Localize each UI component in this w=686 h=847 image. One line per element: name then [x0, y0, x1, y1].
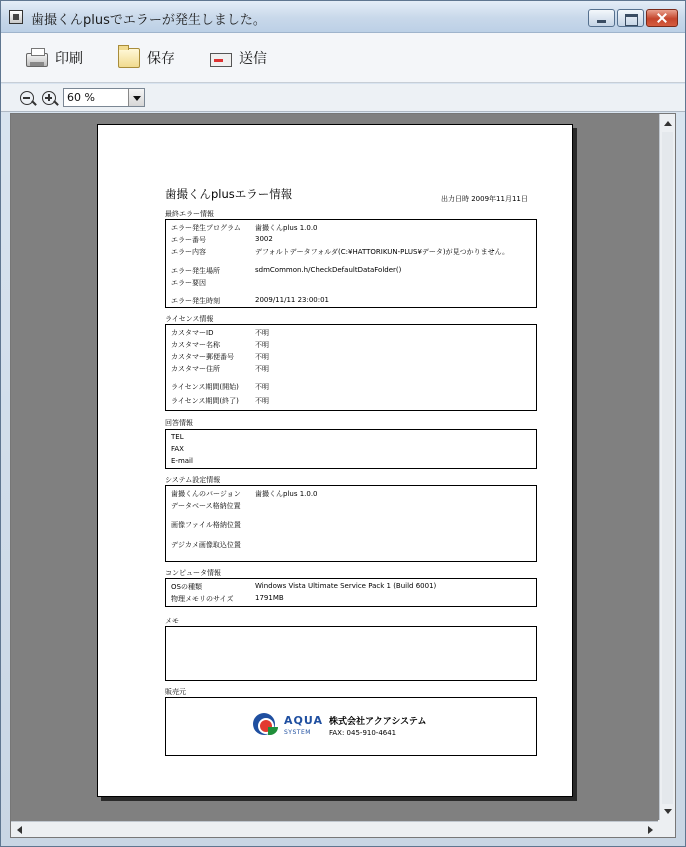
dropdown-arrow-icon[interactable]	[128, 89, 144, 106]
memo-box	[165, 626, 537, 681]
title-bar[interactable]	[1, 1, 685, 33]
table-row: ライセンス期間(開始) 不明	[171, 383, 269, 391]
table-row: カスタマー郵便番号 不明	[171, 353, 269, 361]
table-row: エラー発生プログラム 歯撮くんplus 1.0.0	[171, 224, 318, 232]
table-row: 歯撮くんのバージョン 歯撮くんplus 1.0.0	[171, 490, 318, 498]
aqua-logo-icon	[253, 713, 275, 735]
table-row: 物理メモリのサイズ 1791MB	[171, 594, 284, 603]
report-page	[97, 124, 573, 797]
table-row: カスタマー名称 不明	[171, 341, 269, 349]
table-row: ライセンス期間(終了) 不明	[171, 397, 269, 405]
section-label-vendor: 販売元	[165, 688, 186, 696]
vertical-scrollbar[interactable]	[659, 114, 675, 821]
table-row: OSの種類 Windows Vista Ultimate Service Pack 1 (Build 6001)	[171, 582, 437, 591]
license-box	[165, 324, 537, 411]
zoom-out-icon[interactable]	[20, 91, 34, 105]
folder-icon	[118, 48, 140, 68]
zoom-value: 60 %	[67, 91, 95, 104]
system-box	[165, 485, 537, 562]
send-button[interactable]	[210, 47, 267, 69]
app-icon	[9, 10, 23, 24]
logo-wordmark: AQUA	[284, 714, 323, 727]
zoom-bar	[1, 84, 685, 112]
report-date: 出力日時 2009年11月11日	[441, 195, 528, 203]
table-row: エラー内容 デフォルトデータフォルダ(C:¥HATTORIKUN-PLUS¥データ)が見つかりません。	[171, 248, 510, 256]
contact-box	[165, 429, 537, 469]
vendor-box	[165, 697, 537, 756]
minimize-button[interactable]	[588, 9, 615, 27]
table-row: 画像ファイル格納位置	[171, 521, 241, 529]
section-label-memo: メモ	[165, 617, 179, 625]
send-label: 送信	[239, 51, 267, 67]
scroll-up-icon[interactable]	[661, 116, 675, 130]
print-label: 印刷	[55, 51, 83, 67]
save-label: 保存	[147, 51, 175, 67]
zoom-in-icon[interactable]	[42, 91, 56, 105]
save-button[interactable]	[118, 47, 175, 69]
table-row: エラー発生場所 sdmCommon.h/CheckDefaultDataFolder()	[171, 266, 402, 275]
mail-icon	[210, 53, 232, 67]
close-button[interactable]	[646, 9, 678, 27]
printer-icon	[26, 53, 48, 67]
table-row: エラー要因	[171, 279, 206, 287]
table-row: エラー番号 3002	[171, 235, 273, 244]
table-row: デジカメ画像取込位置	[171, 541, 241, 549]
error-box	[165, 219, 537, 308]
scroll-left-icon[interactable]	[13, 823, 27, 837]
maximize-button[interactable]	[617, 9, 644, 27]
section-label-computer: コンピュータ情報	[165, 569, 221, 577]
table-row: データベース格納位置	[171, 502, 241, 510]
table-row: E-mail	[171, 457, 193, 465]
scroll-right-icon[interactable]	[643, 823, 657, 837]
scroll-down-icon[interactable]	[661, 805, 675, 819]
scroll-thumb[interactable]	[662, 132, 673, 804]
section-label-system: システム設定情報	[165, 476, 221, 484]
section-label-contact: 回答情報	[165, 419, 193, 427]
horizontal-scrollbar[interactable]	[11, 821, 659, 837]
zoom-select[interactable]	[63, 88, 145, 107]
print-button[interactable]	[26, 47, 83, 69]
table-row: エラー発生時刻 2009/11/11 23:00:01	[171, 296, 330, 305]
logo-subtext: SYSTEM	[284, 729, 311, 736]
section-label-license: ライセンス情報	[165, 315, 214, 323]
window-title: 歯撮くんplusでエラーが発生しました。	[31, 13, 266, 28]
section-label-error: 最終エラー情報	[165, 210, 214, 218]
report-title: 歯撮くんplusエラー情報	[165, 187, 293, 201]
table-row: FAX	[171, 445, 184, 453]
table-row: カスタマーID 不明	[171, 329, 269, 337]
table-row: TEL	[171, 433, 184, 441]
preview-viewport	[10, 113, 676, 838]
vendor-fax: FAX: 045-910-4641	[329, 729, 397, 737]
vendor-company: 株式会社アクアシステム	[329, 717, 427, 727]
scrollbar-corner	[658, 820, 675, 837]
computer-box	[165, 578, 537, 607]
toolbar	[1, 33, 685, 83]
table-row: カスタマー住所 不明	[171, 365, 269, 373]
